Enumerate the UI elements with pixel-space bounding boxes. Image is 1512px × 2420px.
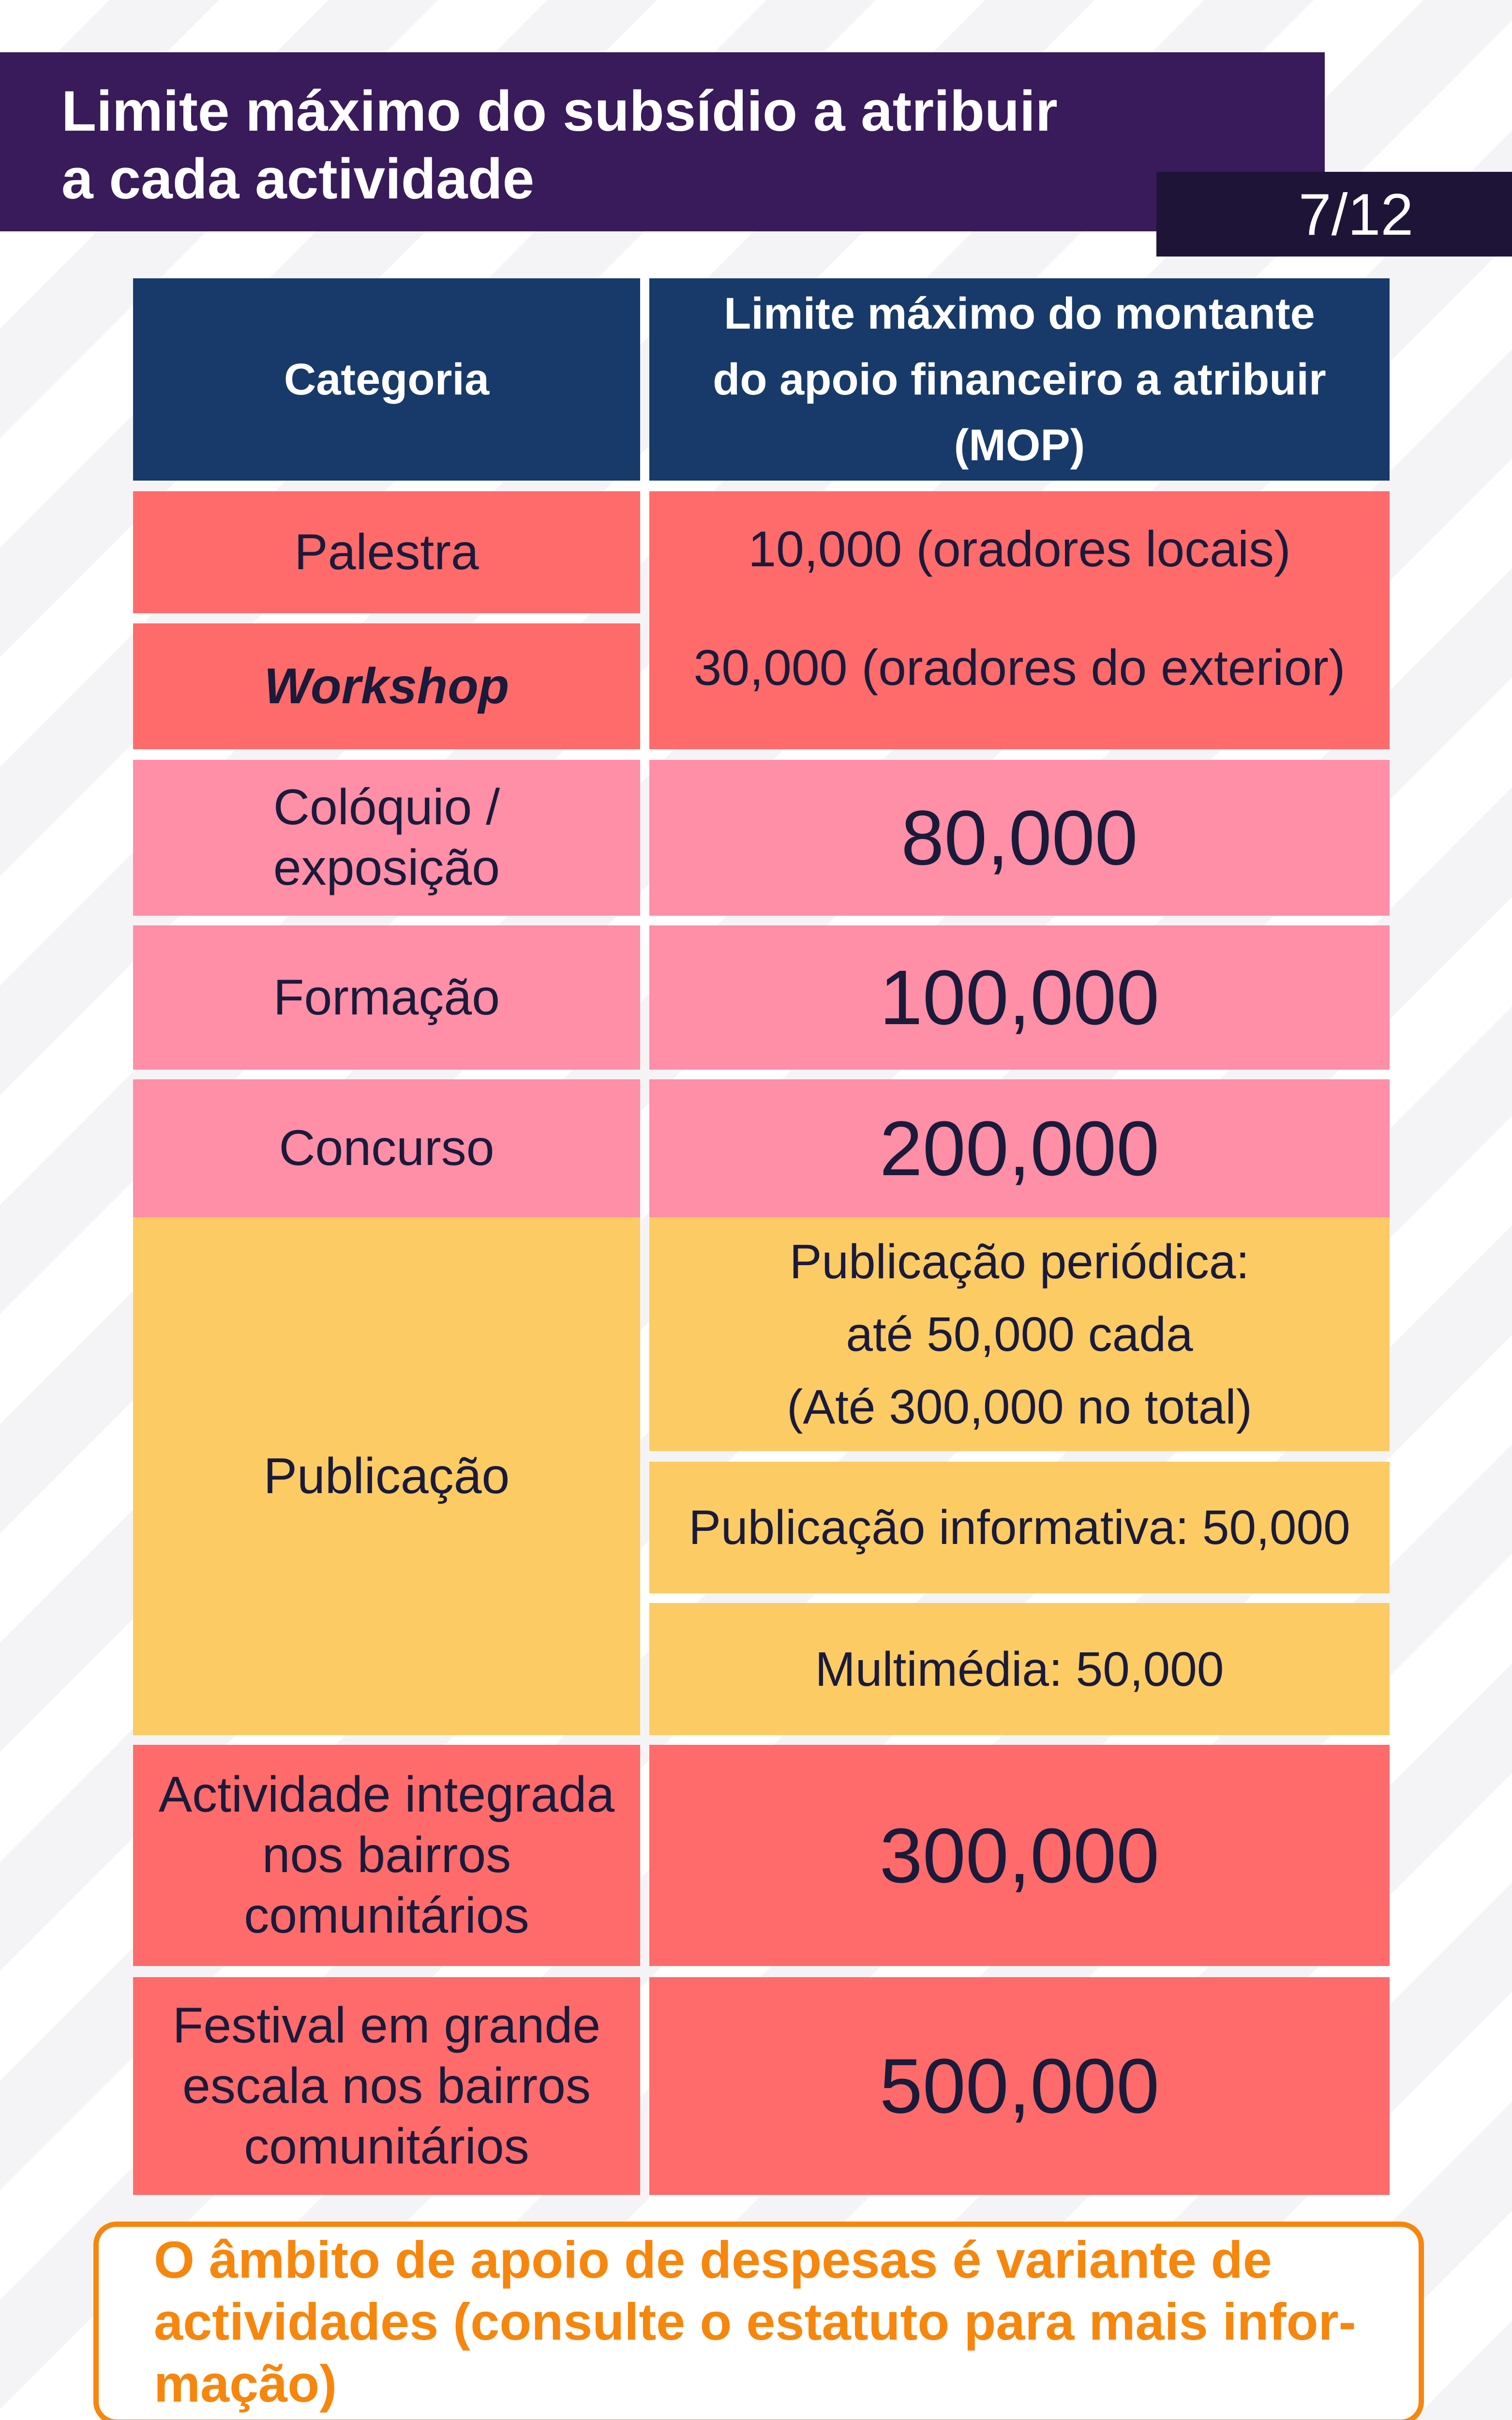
amount-cell-integrada — [649, 1745, 1390, 1966]
amount-informativa: Publicação informativa: 50,000 — [689, 1500, 1350, 1555]
amount-periodica-line-1: Publicação periódica: — [789, 1234, 1250, 1289]
amount-periodica-line-3: (Até 300,000 no total) — [787, 1379, 1252, 1434]
category-cell-palestra — [133, 491, 640, 613]
category-cell-coloquio — [133, 760, 640, 916]
category-festival-line-1: Festival em grande — [172, 1997, 601, 2054]
category-cell-workshop — [133, 623, 640, 749]
category-integrada-line-3: comunitários — [244, 1888, 529, 1944]
category-concurso: Concurso — [279, 1120, 494, 1176]
category-cell-concurso — [133, 1079, 640, 1217]
amount-cell-coloquio — [649, 760, 1390, 916]
amount-festival: 500,000 — [879, 2042, 1160, 2129]
page-indicator: 7/12 — [1298, 181, 1414, 247]
page-title-line-1: Limite máximo do subsídio a atribuir — [61, 79, 1058, 143]
header-cell-category — [133, 278, 640, 481]
header-category-text: Categoria — [284, 355, 490, 404]
amount-coloquio: 80,000 — [901, 794, 1138, 881]
amount-integrada: 300,000 — [879, 1812, 1160, 1899]
category-festival-line-3: comunitários — [244, 2118, 529, 2175]
amount-concurso: 200,000 — [879, 1104, 1160, 1192]
amount-cell-formacao — [649, 925, 1390, 1070]
category-cell-festival — [133, 1977, 640, 2195]
category-cell-publicacao — [133, 1217, 640, 1735]
amount-multimedia: Multimédia: 50,000 — [815, 1642, 1224, 1696]
note-line-2: actividades (consulte o estatuto para mais infor- — [154, 2292, 1356, 2351]
category-integrada-line-1: Actividade integrada — [158, 1767, 615, 1823]
page-title-line-2: a cada actividade — [61, 147, 535, 211]
category-cell-integrada — [133, 1745, 640, 1966]
note-text — [154, 2229, 1392, 2415]
amount-talks-local: 10,000 (oradores locais) — [748, 521, 1291, 577]
amount-formacao: 100,000 — [879, 954, 1160, 1041]
amount-cell-concurso — [649, 1079, 1390, 1217]
header-cell-amount — [649, 278, 1390, 481]
amount-cell-periodica — [649, 1217, 1390, 1451]
page-title — [61, 77, 1300, 213]
category-formacao: Formação — [273, 969, 500, 1026]
category-integrada-line-2: nos bairros — [262, 1827, 511, 1883]
header-amount-line-3: (MOP) — [954, 421, 1085, 470]
note-line-3: mação) — [154, 2354, 337, 2413]
amount-talks-abroad: 30,000 (oradores do exterior) — [693, 640, 1346, 696]
amount-cell-festival — [649, 1977, 1390, 2195]
header-amount-line-2: do apoio financeiro a atribuir — [713, 355, 1326, 404]
note-line-1: O âmbito de apoio de despesas é variante de — [154, 2230, 1272, 2289]
amount-cell-talks — [649, 491, 1390, 749]
category-cell-formacao — [133, 925, 640, 1070]
amount-cell-informativa — [649, 1462, 1390, 1593]
amount-cell-multimedia — [649, 1603, 1390, 1735]
category-coloquio-line-2: exposição — [273, 840, 500, 896]
header-amount-line-1: Limite máximo do montante — [724, 289, 1315, 338]
category-palestra: Palestra — [294, 524, 479, 580]
category-coloquio-line-1: Colóquio / — [273, 779, 500, 835]
amount-periodica-line-2: até 50,000 cada — [846, 1307, 1193, 1361]
category-publicacao: Publicação — [263, 1448, 510, 1504]
category-festival-line-2: escala nos bairros — [182, 2057, 591, 2114]
category-workshop: Workshop — [264, 658, 509, 714]
